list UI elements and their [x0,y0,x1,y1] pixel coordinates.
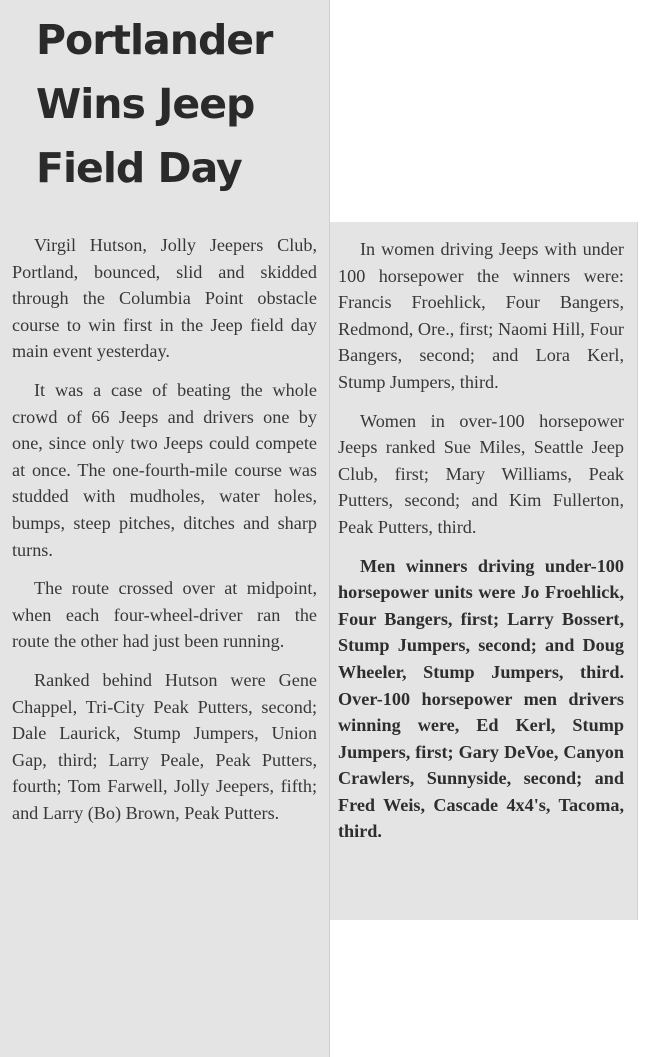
paragraph-7: Men winners driving under-100 horsepower units were Jo Froehlick, Four Bangers, first; Larry Bossert, Stump Jumpers, second; and Doug Wheeler, Stump Jumpers, third. Over-100 horsepower men drivers winning were, Ed Kerl, Stump Jumpers, first; Gary DeVoe, Canyon Crawlers, Sunnyside, second; and Fred Weis, Cascade 4x4's, Tacoma, third. [338,555,624,842]
paragraph-6: Women in over-100 horsepower Jeeps ranked Sue Miles, Seattle Jeep Club, first; Mary Williams, Peak Putters, second; and Kim Fullerton, Peak Putters, third. [338,410,624,537]
paragraph-2: It was a case of beating the whole crowd of 66 Jeeps and drivers one by one, since only two Jeeps could compete at once. The one-fourth-mile course was studded with mudholes, water holes, bumps, steep pitches, ditches and sharp turns. [12,379,317,560]
right-column [330,222,638,920]
left-column-text [12,232,317,838]
paragraph-1: Virgil Hutson, Jolly Jeepers Club, Portland, bounced, slid and skidded through the Columbia Point obstacle course to win first in the Jeep field day main event yesterday. [12,235,317,362]
paragraph-3: The route crossed over at midpoint, when each four-wheel-driver ran the route the other had just been running. [12,578,317,652]
headline-line-2: Wins Jeep [36,80,255,128]
headline-line-1: Portlander [36,16,273,64]
headline [36,8,326,200]
paragraph-4: Ranked behind Hutson were Gene Chappel, Tri-City Peak Putters, second; Dale Laurick, Stump Jumpers, Union Gap, third; Larry Peale, Peak Putters, fourth; Tom Farwell, Jolly Jeepers, fifth; and Larry (Bo) Brown, Peak Putters. [12,669,317,823]
headline-line-3: Field Day [36,144,242,192]
right-column-text [338,236,624,857]
paragraph-5: In women driving Jeeps with under 100 horsepower the winners were: Francis Froehlick, Four Bangers, Redmond, Ore., first; Naomi Hill, Four Bangers, second; and Lora Kerl, Stump Jumpers, third. [338,239,624,392]
